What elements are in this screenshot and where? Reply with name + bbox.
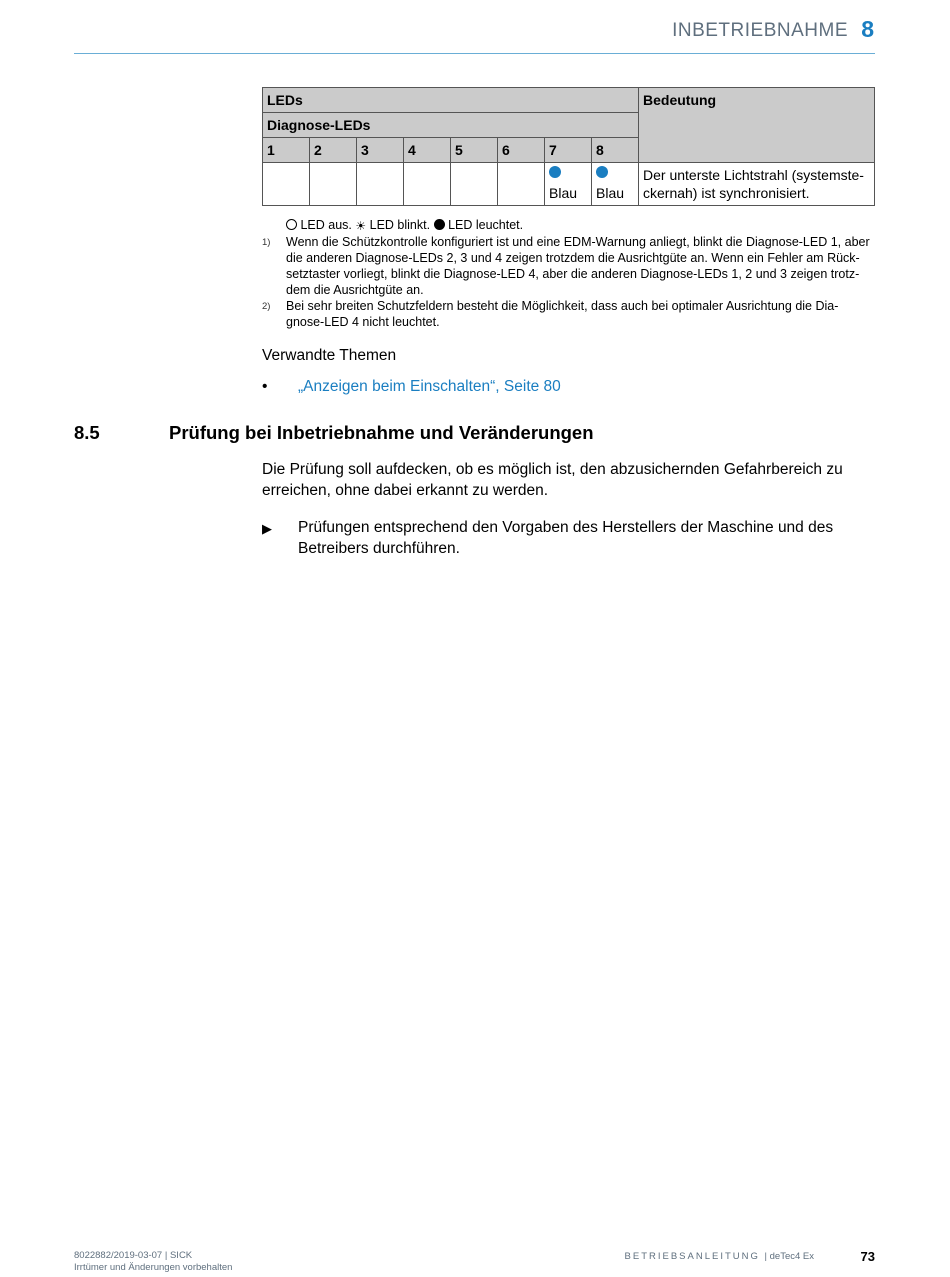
led-off-icon bbox=[286, 219, 297, 230]
led-table bbox=[262, 87, 875, 206]
column-header: 6 bbox=[498, 138, 545, 163]
led-blink-icon: ☀ bbox=[355, 219, 367, 233]
led-on-icon bbox=[549, 166, 561, 178]
action-text: Prüfungen entsprechend den Vorgaben des Herstellers der Maschine und des Betreibers durchführen. bbox=[298, 519, 834, 557]
section-number: 8.5 bbox=[74, 422, 100, 443]
column-header: 7 bbox=[545, 138, 592, 163]
bullet-icon: • bbox=[262, 378, 268, 395]
related-topic-link[interactable]: „Anzeigen beim Einschalten“, Seite 80 bbox=[298, 378, 561, 395]
header-divider bbox=[74, 53, 875, 54]
footnote bbox=[262, 234, 875, 298]
related-topics-heading: Verwandte Themen bbox=[262, 347, 397, 364]
footnote-text: Wenn die Schützkontrolle konfiguriert ist und eine EDM-Warnung anliegt, blinkt die Diagnose-LED 1, aber die anderen Diagnose-LEDs 2, 3 und 4 zeigen trotzdem die Ausrichtgüte an. Wenn ein Fehler am Rück-setztaster vorliegt, blinkt die Diagnose-LED 4, aber die anderen Diagnose-LEDs 1, 2 und 3 zeigen trotz-dem die Ausrichtgüte an. bbox=[286, 235, 870, 297]
led-cell-5 bbox=[451, 163, 498, 206]
document-id: 8022882/2019-03-07 | SICK bbox=[74, 1250, 193, 1261]
arrow-right-icon: ▶ bbox=[262, 521, 272, 536]
page-number: 73 bbox=[860, 1249, 875, 1264]
footer-right bbox=[625, 1251, 814, 1262]
legend-blink: LED blinkt. bbox=[369, 218, 431, 232]
meaning-cell: Der unterste Lichtstrahl (systemste-ckernah) ist synchronisiert. bbox=[639, 163, 875, 206]
legend-on: LED leuchtet. bbox=[448, 218, 524, 232]
document-type: BETRIEBSANLEITUNG bbox=[624, 1251, 760, 1262]
leds-header: LEDs bbox=[263, 88, 639, 113]
section-title: Prüfung bei Inbetriebnahme und Veränderungen bbox=[169, 422, 594, 443]
led-color-label: Blau bbox=[596, 185, 625, 201]
footnote bbox=[262, 298, 875, 330]
column-header: 2 bbox=[310, 138, 357, 163]
product-name: | deTec4 Ex bbox=[764, 1251, 814, 1262]
disclaimer: Irrtümer und Änderungen vorbehalten bbox=[74, 1262, 233, 1273]
led-cell-4 bbox=[404, 163, 451, 206]
table-row bbox=[263, 163, 875, 206]
led-cell-7 bbox=[545, 163, 592, 206]
list-item bbox=[262, 378, 561, 396]
action-step bbox=[262, 517, 875, 559]
column-header: 3 bbox=[357, 138, 404, 163]
legend-off: LED aus. bbox=[300, 218, 352, 232]
section-paragraph: Die Prüfung soll aufdecken, ob es möglich ist, den abzusichernden Gefahrbereich zu erreichen, ohne dabei erkannt zu werden. bbox=[262, 461, 843, 499]
led-cell-1 bbox=[263, 163, 310, 206]
column-header: 5 bbox=[451, 138, 498, 163]
led-cell-2 bbox=[310, 163, 357, 206]
led-on-icon bbox=[596, 166, 608, 178]
led-on-icon bbox=[434, 219, 445, 230]
legend-row bbox=[262, 217, 875, 234]
meaning-header: Bedeutung bbox=[639, 88, 875, 163]
column-header: 8 bbox=[592, 138, 639, 163]
footnote-text: Bei sehr breiten Schutzfeldern besteht die Möglichkeit, dass auch bei optimaler Ausrichtung die Dia-gnose-LED 4 nicht leuchtet. bbox=[286, 299, 839, 329]
led-cell-3 bbox=[357, 163, 404, 206]
led-color-label: Blau bbox=[549, 185, 578, 201]
column-header: 1 bbox=[263, 138, 310, 163]
column-header: 4 bbox=[404, 138, 451, 163]
chapter-number: 8 bbox=[861, 16, 874, 42]
footnote-mark: 1) bbox=[262, 237, 271, 248]
table-notes bbox=[262, 217, 875, 330]
diagnose-leds-header: Diagnose-LEDs bbox=[263, 113, 639, 138]
led-cell-8 bbox=[592, 163, 639, 206]
led-cell-6 bbox=[498, 163, 545, 206]
footnote-mark: 2) bbox=[262, 301, 271, 312]
footer-left bbox=[74, 1250, 232, 1274]
chapter-title: INBETRIEBNAHME bbox=[672, 20, 848, 41]
